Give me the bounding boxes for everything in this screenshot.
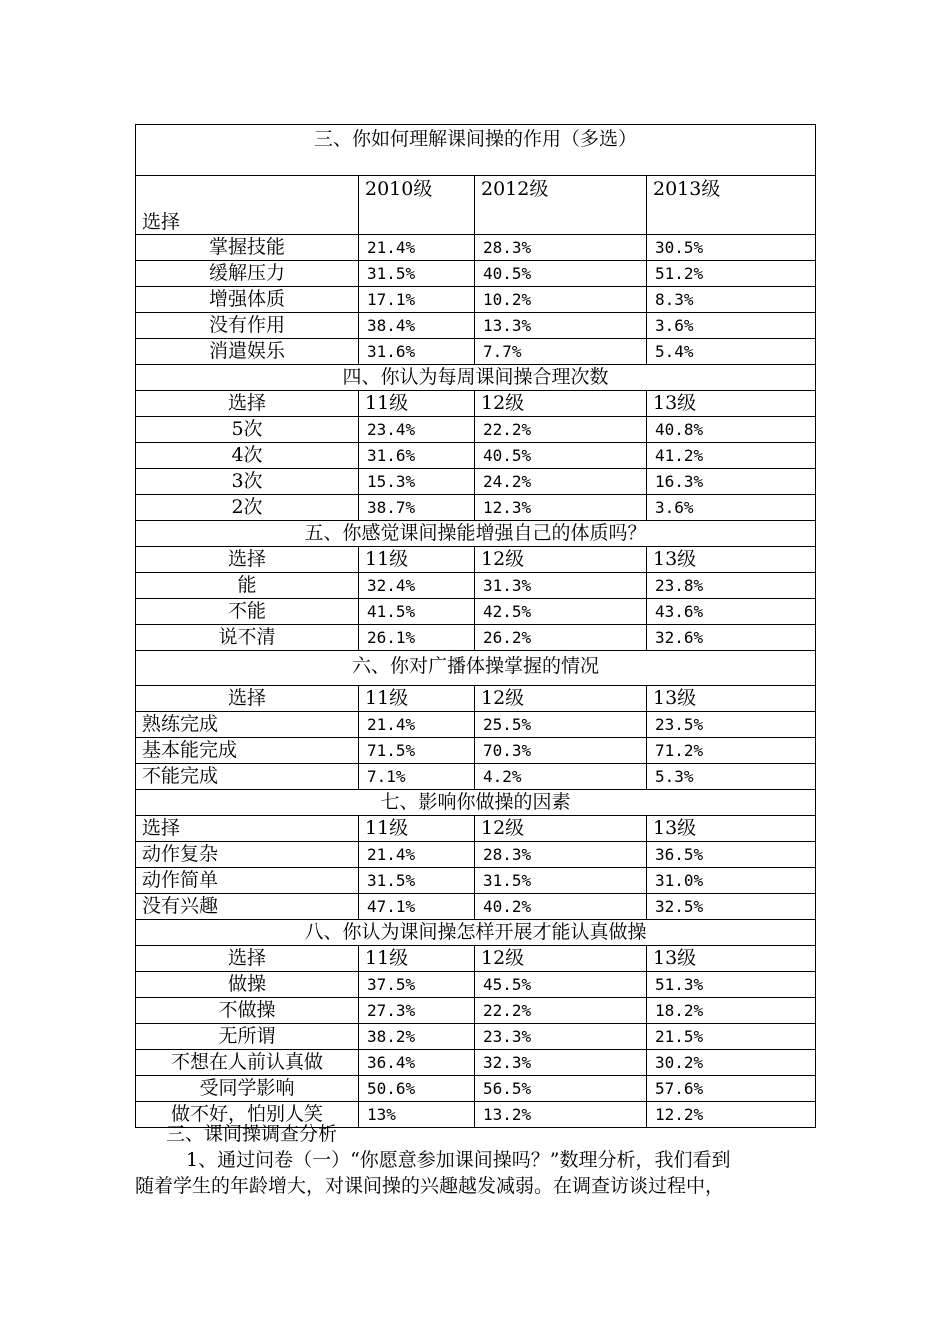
- row-percentage: 23.8%: [647, 573, 816, 599]
- table-row: [136, 313, 816, 339]
- row-option-label: 做操: [136, 972, 359, 998]
- row-percentage: 22.2%: [475, 998, 647, 1024]
- table-row: [136, 573, 816, 599]
- column-header-option: 选择: [136, 391, 359, 417]
- table-row: [136, 972, 816, 998]
- row-percentage: 70.3%: [475, 738, 647, 764]
- column-header-grade: 2013级: [647, 176, 816, 235]
- row-option-label: 做不好，怕别人笑: [136, 1102, 359, 1128]
- section-title-row: [136, 920, 816, 946]
- row-percentage: 45.5%: [475, 972, 647, 998]
- row-percentage: 7.1%: [359, 764, 475, 790]
- column-header-grade: 2010级: [359, 176, 475, 235]
- section-title: 三、你如何理解课间操的作用（多选）: [136, 125, 816, 176]
- column-header-grade: 12级: [475, 547, 647, 573]
- row-option-label: 能: [136, 573, 359, 599]
- row-percentage: 31.5%: [359, 261, 475, 287]
- table-row: [136, 1024, 816, 1050]
- row-percentage: 22.2%: [475, 417, 647, 443]
- row-percentage: 21.4%: [359, 235, 475, 261]
- section-title-row: [136, 521, 816, 547]
- column-header-row: [136, 686, 816, 712]
- row-option-label: 增强体质: [136, 287, 359, 313]
- analysis-heading: 三、课间操调查分析: [166, 1123, 338, 1145]
- section-title: 五、你感觉课间操能增强自己的体质吗？: [136, 521, 816, 547]
- row-option-label: 缓解压力: [136, 261, 359, 287]
- row-percentage: 15.3%: [359, 469, 475, 495]
- column-header-grade: 12级: [475, 946, 647, 972]
- row-percentage: 23.4%: [359, 417, 475, 443]
- table-row: [136, 599, 816, 625]
- column-header-option: 选择: [136, 547, 359, 573]
- row-option-label: 动作简单: [136, 868, 359, 894]
- table-row: [136, 868, 816, 894]
- analysis-paragraph-line-1: 1、通过问卷（一）“你愿意参加课间操吗？”数理分析，我们看到: [186, 1149, 731, 1171]
- column-header-grade: 12级: [475, 391, 647, 417]
- table-row: [136, 764, 816, 790]
- row-percentage: 31.3%: [475, 573, 647, 599]
- row-percentage: 57.6%: [647, 1076, 816, 1102]
- column-header-grade: 11级: [359, 816, 475, 842]
- analysis-paragraph-line-2: 随着学生的年龄增大，对课间操的兴趣越发减弱。在调查访谈过程中，: [135, 1175, 725, 1197]
- table-row: [136, 495, 816, 521]
- column-header-grade: 11级: [359, 391, 475, 417]
- section-title-row: [136, 125, 816, 176]
- row-option-label: 没有兴趣: [136, 894, 359, 920]
- row-percentage: 3.6%: [647, 313, 816, 339]
- section-title-row: [136, 651, 816, 686]
- row-option-label: 不能: [136, 599, 359, 625]
- table-row: [136, 287, 816, 313]
- row-percentage: 21.4%: [359, 842, 475, 868]
- column-header-option: 选择: [136, 946, 359, 972]
- row-percentage: 28.3%: [475, 235, 647, 261]
- table-row: [136, 261, 816, 287]
- table-row: [136, 443, 816, 469]
- row-option-label: 没有作用: [136, 313, 359, 339]
- column-header-row: [136, 391, 816, 417]
- column-header-option: 选择: [136, 176, 359, 235]
- row-option-label: 不能完成: [136, 764, 359, 790]
- row-percentage: 40.2%: [475, 894, 647, 920]
- row-percentage: 31.0%: [647, 868, 816, 894]
- row-percentage: 38.2%: [359, 1024, 475, 1050]
- row-percentage: 51.3%: [647, 972, 816, 998]
- row-percentage: 37.5%: [359, 972, 475, 998]
- row-percentage: 26.1%: [359, 625, 475, 651]
- row-percentage: 7.7%: [475, 339, 647, 365]
- column-header-row: [136, 816, 816, 842]
- row-percentage: 32.4%: [359, 573, 475, 599]
- column-header-grade: 2012级: [475, 176, 647, 235]
- section-title-row: [136, 790, 816, 816]
- row-percentage: 71.5%: [359, 738, 475, 764]
- row-percentage: 13.3%: [475, 313, 647, 339]
- row-percentage: 5.3%: [647, 764, 816, 790]
- column-header-grade: 13级: [647, 686, 816, 712]
- row-option-label: 熟练完成: [136, 712, 359, 738]
- column-header-row: [136, 946, 816, 972]
- row-percentage: 38.7%: [359, 495, 475, 521]
- row-option-label: 消遣娱乐: [136, 339, 359, 365]
- row-percentage: 32.5%: [647, 894, 816, 920]
- column-header-grade: 12级: [475, 816, 647, 842]
- row-percentage: 40.8%: [647, 417, 816, 443]
- row-percentage: 13.2%: [475, 1102, 647, 1128]
- row-percentage: 56.5%: [475, 1076, 647, 1102]
- row-percentage: 3.6%: [647, 495, 816, 521]
- column-header-grade: 11级: [359, 946, 475, 972]
- row-percentage: 13%: [359, 1102, 475, 1128]
- column-header-option: 选择: [136, 816, 359, 842]
- row-option-label: 无所谓: [136, 1024, 359, 1050]
- row-percentage: 31.5%: [359, 868, 475, 894]
- row-percentage: 27.3%: [359, 998, 475, 1024]
- row-percentage: 71.2%: [647, 738, 816, 764]
- column-header-grade: 11级: [359, 547, 475, 573]
- row-percentage: 32.3%: [475, 1050, 647, 1076]
- column-header-option: 选择: [136, 686, 359, 712]
- column-header-grade: 13级: [647, 391, 816, 417]
- table-row: [136, 1076, 816, 1102]
- row-percentage: 40.5%: [475, 261, 647, 287]
- row-percentage: 31.6%: [359, 339, 475, 365]
- table-row: [136, 469, 816, 495]
- row-option-label: 掌握技能: [136, 235, 359, 261]
- row-percentage: 36.5%: [647, 842, 816, 868]
- row-percentage: 8.3%: [647, 287, 816, 313]
- row-option-label: 说不清: [136, 625, 359, 651]
- row-percentage: 32.6%: [647, 625, 816, 651]
- row-percentage: 38.4%: [359, 313, 475, 339]
- row-percentage: 5.4%: [647, 339, 816, 365]
- section-title: 四、你认为每周课间操合理次数: [136, 365, 816, 391]
- row-option-label: 受同学影响: [136, 1076, 359, 1102]
- row-percentage: 30.2%: [647, 1050, 816, 1076]
- row-percentage: 42.5%: [475, 599, 647, 625]
- table-row: [136, 894, 816, 920]
- row-percentage: 26.2%: [475, 625, 647, 651]
- table-row: [136, 712, 816, 738]
- row-percentage: 51.2%: [647, 261, 816, 287]
- row-option-label: 不做操: [136, 998, 359, 1024]
- row-option-label: 基本能完成: [136, 738, 359, 764]
- section-title-row: [136, 365, 816, 391]
- table-row: [136, 998, 816, 1024]
- row-option-label: 2次: [136, 495, 359, 521]
- table-row: [136, 625, 816, 651]
- row-option-label: 动作复杂: [136, 842, 359, 868]
- row-percentage: 23.5%: [647, 712, 816, 738]
- row-percentage: 12.3%: [475, 495, 647, 521]
- row-percentage: 30.5%: [647, 235, 816, 261]
- row-percentage: 18.2%: [647, 998, 816, 1024]
- row-option-label: 不想在人前认真做: [136, 1050, 359, 1076]
- row-option-label: 3次: [136, 469, 359, 495]
- section-title: 六、你对广播体操掌握的情况: [136, 651, 816, 686]
- survey-table: [135, 124, 816, 1128]
- column-header-grade: 13级: [647, 547, 816, 573]
- row-percentage: 41.2%: [647, 443, 816, 469]
- row-percentage: 17.1%: [359, 287, 475, 313]
- row-percentage: 28.3%: [475, 842, 647, 868]
- row-percentage: 40.5%: [475, 443, 647, 469]
- row-percentage: 4.2%: [475, 764, 647, 790]
- row-percentage: 41.5%: [359, 599, 475, 625]
- row-percentage: 31.6%: [359, 443, 475, 469]
- row-percentage: 24.2%: [475, 469, 647, 495]
- row-percentage: 21.4%: [359, 712, 475, 738]
- row-percentage: 50.6%: [359, 1076, 475, 1102]
- table-row: [136, 339, 816, 365]
- row-option-label: 4次: [136, 443, 359, 469]
- section-title: 八、你认为课间操怎样开展才能认真做操: [136, 920, 816, 946]
- row-option-label: 5次: [136, 417, 359, 443]
- row-percentage: 31.5%: [475, 868, 647, 894]
- row-percentage: 21.5%: [647, 1024, 816, 1050]
- row-percentage: 10.2%: [475, 287, 647, 313]
- table-row: [136, 235, 816, 261]
- row-percentage: 16.3%: [647, 469, 816, 495]
- column-header-grade: 13级: [647, 816, 816, 842]
- column-header-grade: 12级: [475, 686, 647, 712]
- row-percentage: 47.1%: [359, 894, 475, 920]
- row-percentage: 25.5%: [475, 712, 647, 738]
- row-percentage: 36.4%: [359, 1050, 475, 1076]
- table-row: [136, 417, 816, 443]
- row-percentage: 43.6%: [647, 599, 816, 625]
- row-percentage: 23.3%: [475, 1024, 647, 1050]
- column-header-grade: 11级: [359, 686, 475, 712]
- row-percentage: 12.2%: [647, 1102, 816, 1128]
- table-row: [136, 842, 816, 868]
- table-row: [136, 738, 816, 764]
- table-row: [136, 1050, 816, 1076]
- column-header-row: [136, 176, 816, 235]
- section-title: 七、影响你做操的因素: [136, 790, 816, 816]
- column-header-row: [136, 547, 816, 573]
- survey-table-body: [136, 125, 816, 1128]
- column-header-grade: 13级: [647, 946, 816, 972]
